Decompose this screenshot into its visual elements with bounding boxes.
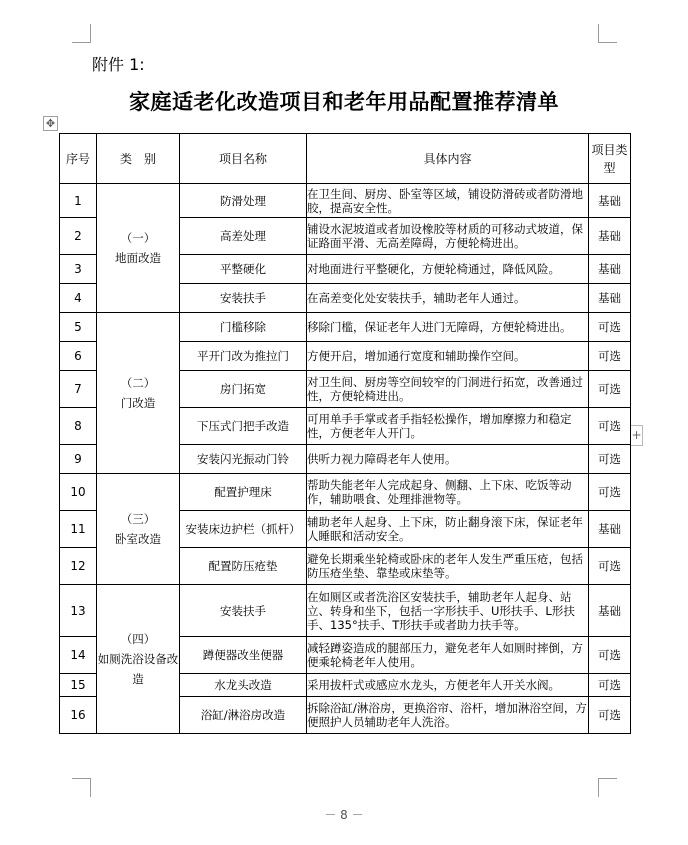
category-name: 如厕洗浴设备改造	[97, 652, 179, 686]
row-no: 8	[60, 408, 97, 445]
row-content: 在高差变化处安装扶手，辅助老年人通过。	[307, 284, 589, 313]
row-type: 基础	[589, 511, 631, 548]
row-no: 9	[60, 445, 97, 474]
row-type: 可选	[589, 342, 631, 371]
row-content: 采用拔杆式或感应水龙头，方便老年人开关水阀。	[307, 674, 589, 697]
category-cell	[97, 313, 180, 474]
row-content: 对地面进行平整硬化，方便轮椅通过，降低风险。	[307, 255, 589, 284]
row-name: 配置防压疮垫	[180, 548, 307, 585]
row-name: 安装床边护栏（抓杆）	[180, 511, 307, 548]
row-content: 供听力视力障碍老年人使用。	[307, 445, 589, 474]
row-name: 防滑处理	[180, 184, 307, 218]
row-content: 移除门槛，保证老年人进门无障碍，方便轮椅进出。	[307, 313, 589, 342]
row-no: 5	[60, 313, 97, 342]
row-type: 可选	[589, 371, 631, 408]
category-number: （三）	[120, 512, 156, 526]
row-name: 安装闪光振动门铃	[180, 445, 307, 474]
row-no: 16	[60, 697, 97, 734]
row-no: 15	[60, 674, 97, 697]
row-name: 高差处理	[180, 218, 307, 255]
category-cell	[97, 184, 180, 313]
row-no: 14	[60, 637, 97, 674]
page-number: － 8 －	[324, 808, 364, 822]
header-category: 类 别	[97, 134, 180, 184]
row-content: 辅助老年人起身、上下床，防止翻身滚下床，保证老年人睡眠和活动安全。	[307, 511, 589, 548]
table-row	[60, 474, 631, 511]
table-row	[60, 313, 631, 342]
table-row	[60, 184, 631, 218]
row-name: 门槛移除	[180, 313, 307, 342]
row-name: 下压式门把手改造	[180, 408, 307, 445]
row-type: 基础	[589, 585, 631, 637]
category-number: （一）	[120, 231, 156, 245]
row-no: 4	[60, 284, 97, 313]
header-no: 序号	[60, 134, 97, 184]
row-type: 可选	[589, 474, 631, 511]
row-type: 基础	[589, 218, 631, 255]
category-cell	[97, 585, 180, 734]
attachment-label: 附件 1:	[92, 55, 145, 74]
category-number: （四）	[120, 632, 156, 646]
recommendation-table	[59, 133, 631, 734]
row-content: 在卫生间、厨房、卧室等区域，铺设防滑砖或者防滑地胶，提高安全性。	[307, 184, 589, 218]
page-corner-mark-bottom-left	[72, 778, 91, 797]
row-name: 安装扶手	[180, 284, 307, 313]
row-name: 水龙头改造	[180, 674, 307, 697]
row-name: 浴缸/淋浴房改造	[180, 697, 307, 734]
row-name: 平整硬化	[180, 255, 307, 284]
page-corner-mark-bottom-right	[598, 778, 617, 797]
row-name: 安装扶手	[180, 585, 307, 637]
row-content: 在如厕区或者洗浴区安装扶手，辅助老年人起身、站立、转身和坐下，包括一字形扶手、U形扶手、L形扶手、135°扶手、T形扶手或者助力扶手等。	[307, 585, 589, 637]
row-type: 可选	[589, 313, 631, 342]
category-name: 卧室改造	[115, 532, 161, 546]
row-no: 1	[60, 184, 97, 218]
row-type: 基础	[589, 255, 631, 284]
row-type: 可选	[589, 548, 631, 585]
row-content: 拆除浴缸/淋浴房，更换浴帘、浴杆，增加淋浴空间，方便照护人员辅助老年人洗浴。	[307, 697, 589, 734]
row-type: 基础	[589, 284, 631, 313]
table-header-row	[60, 134, 631, 184]
row-content: 减轻蹲姿造成的腿部压力，避免老年人如厕时摔倒，方便乘轮椅老年人使用。	[307, 637, 589, 674]
category-cell	[97, 474, 180, 585]
header-type: 项目类型	[589, 134, 631, 184]
row-type: 可选	[589, 637, 631, 674]
row-no: 10	[60, 474, 97, 511]
row-type: 可选	[589, 697, 631, 734]
page-corner-mark-top-left	[72, 24, 91, 43]
row-type: 可选	[589, 408, 631, 445]
row-name: 蹲便器改坐便器	[180, 637, 307, 674]
category-name: 门改造	[120, 396, 156, 410]
row-no: 7	[60, 371, 97, 408]
category-number: （二）	[120, 376, 156, 390]
category-name: 地面改造	[115, 251, 161, 265]
row-no: 3	[60, 255, 97, 284]
row-no: 11	[60, 511, 97, 548]
row-type: 基础	[589, 184, 631, 218]
row-name: 配置护理床	[180, 474, 307, 511]
row-name: 平开门改为推拉门	[180, 342, 307, 371]
header-content: 具体内容	[307, 134, 589, 184]
row-content: 铺设水泥坡道或者加设橡胶等材质的可移动式坡道，保证路面平滑、无高差障碍，方便轮椅进出。	[307, 218, 589, 255]
row-name: 房门拓宽	[180, 371, 307, 408]
table-row	[60, 585, 631, 637]
row-no: 13	[60, 585, 97, 637]
row-content: 帮助失能老年人完成起身、侧翻、上下床、吃饭等动作，辅助喂食、处理排泄物等。	[307, 474, 589, 511]
table-move-handle-icon[interactable]: ✥	[43, 116, 58, 131]
row-content: 避免长期乘坐轮椅或卧床的老年人发生严重压疮，包括防压疮坐垫、靠垫或床垫等。	[307, 548, 589, 585]
row-no: 12	[60, 548, 97, 585]
row-content: 可用单手手掌或者手指轻松操作，增加摩擦力和稳定性，方便老年人开门。	[307, 408, 589, 445]
row-no: 2	[60, 218, 97, 255]
row-content: 对卫生间、厨房等空间较窄的门洞进行拓宽，改善通过性，方便轮椅进出。	[307, 371, 589, 408]
row-type: 可选	[589, 674, 631, 697]
add-column-plus-icon[interactable]: +	[630, 425, 643, 446]
page-corner-mark-top-right	[598, 24, 617, 43]
document-title: 家庭适老化改造项目和老年用品配置推荐清单	[129, 89, 559, 114]
row-type: 可选	[589, 445, 631, 474]
row-no: 6	[60, 342, 97, 371]
header-name: 项目名称	[180, 134, 307, 184]
row-content: 方便开启，增加通行宽度和辅助操作空间。	[307, 342, 589, 371]
